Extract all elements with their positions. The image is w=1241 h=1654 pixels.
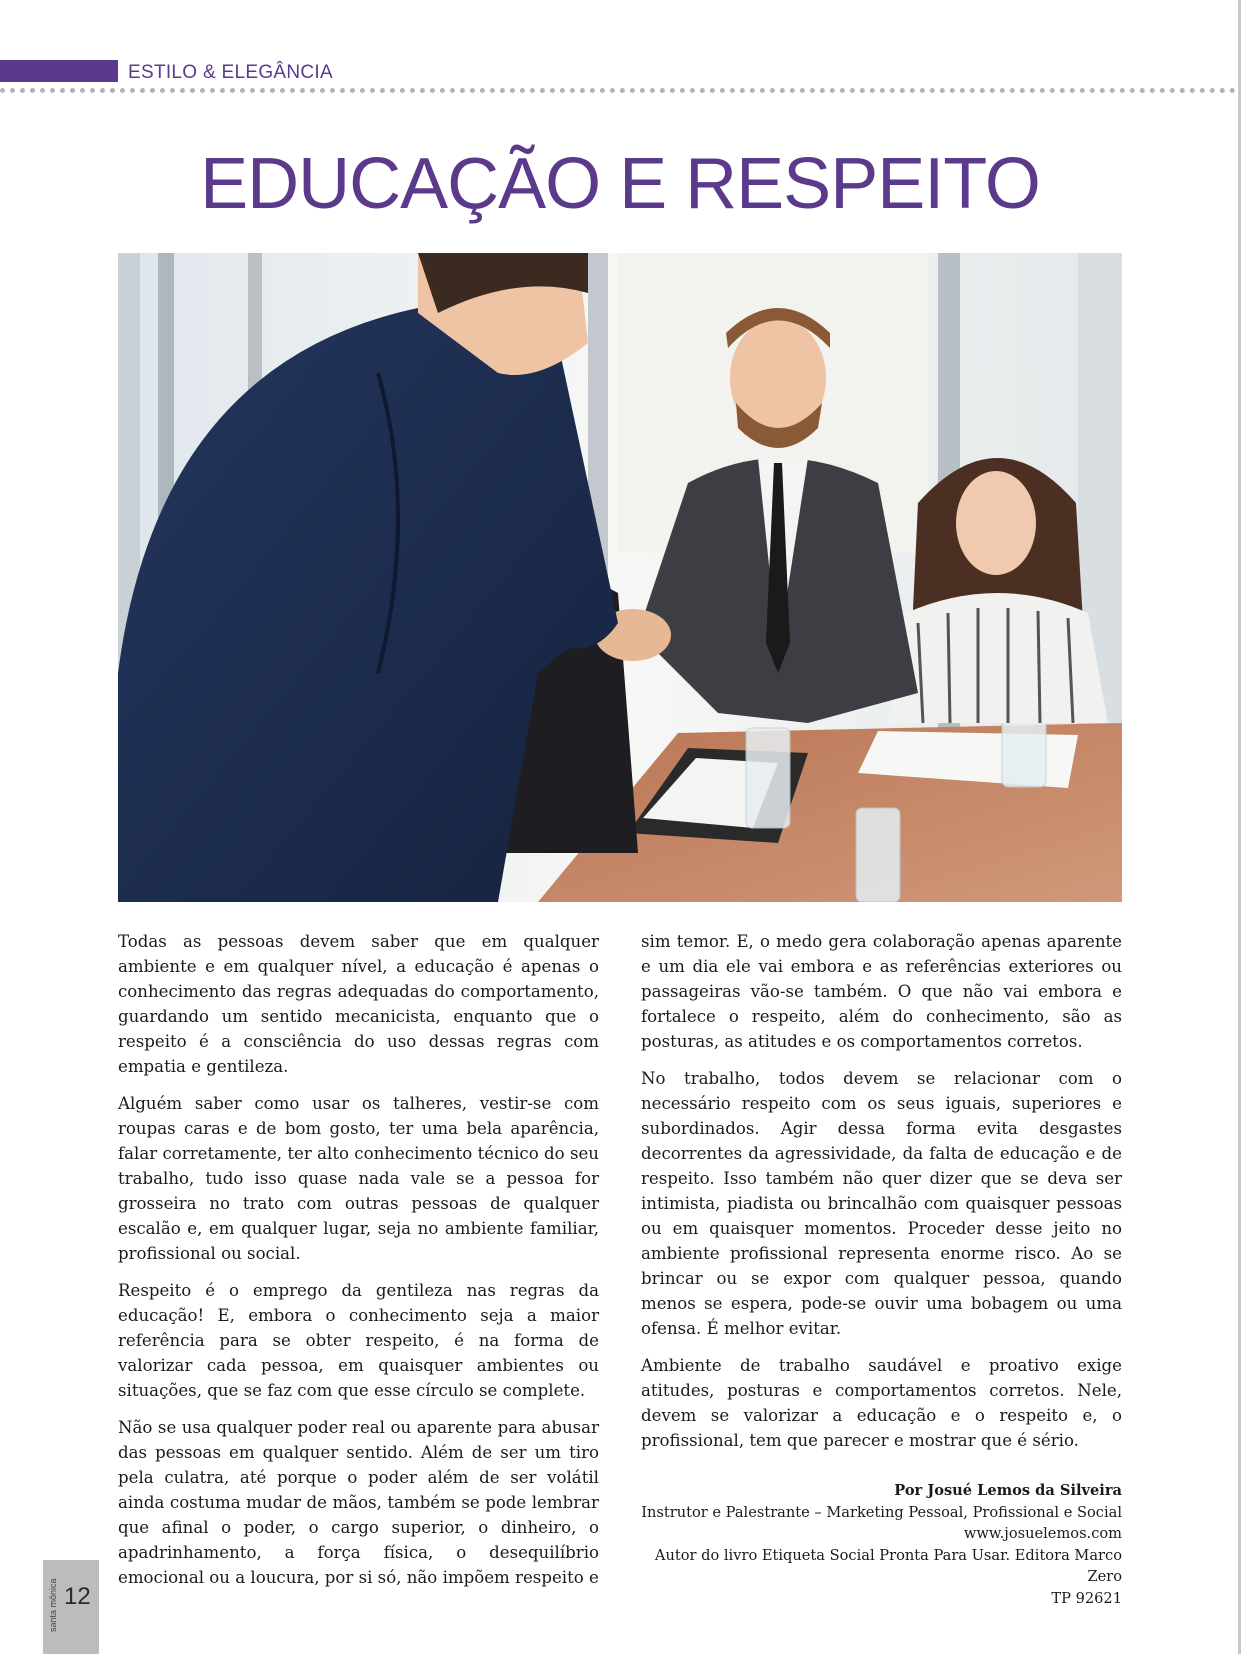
- article-photo: [118, 253, 1122, 902]
- author-byline: [641, 1480, 1122, 1609]
- author-website: www.josuelemos.com: [963, 1525, 1122, 1542]
- article-paragraph: Alguém saber como usar os talheres, vestir-se com roupas caras e de bom gosto, ter uma bela aparência, falar corretamente, ter alto conhecimento técnico do seu trabalho, tudo isso quase nada vale se a pessoa for grosseira no trato com outras pessoas de qualquer escalão e, em qualquer lugar, seja no ambiente familiar, profissional ou social.: [118, 1094, 599, 1263]
- article-paragraph: Respeito é o emprego da gentileza nas regras da educação! E, embora o conhecimento seja a maior referência para se obter respeito, é na forma de valorizar cada pessoa, em quaisquer ambientes ou situações, que se faz com que esse círculo se complete.: [118, 1281, 599, 1400]
- article-paragraph: Não se usa qualquer poder real ou aparente para abusar das pessoas em qualquer sentido. Além de ser um tiro pela culatra, até porque o poder além de ser volátil ainda costuma mudar de mãos, também se pode lembrar que afinal o poder, o cargo superior, o dinheiro, o apadrinhamento, a força física, o desequilíbrio emocional ou a loucura, por si só, não impõem respeito e: [118, 1418, 599, 1587]
- article-title: EDUCAÇÃO E RESPEITO: [200, 144, 1040, 224]
- article-column-right: [641, 929, 1122, 1465]
- author-role: Instrutor e Palestrante – Marketing Pessoal, Profissional e Social: [641, 1503, 1122, 1521]
- section-title: ESTILO & ELEGÂNCIA: [128, 62, 333, 83]
- magazine-name: santa mônica: [48, 1578, 58, 1632]
- article-paragraph: sim temor. E, o medo gera colaboração apenas aparente e um dia ele vai embora e as referências exteriores ou passageiras vão-se também. O que não vai embora e fortalece o respeito, além do conhecimento, são as posturas, as atitudes e os comportamentos corretos.: [641, 932, 1122, 1051]
- article-paragraph: Todas as pessoas devem saber que em qualquer ambiente e em qualquer nível, a educação é apenas o conhecimento das regras adequadas do comportamento, guardando um sentido mecanicista, enquanto que o respeito é a consciência do uso dessas regras com empatia e gentileza.: [118, 932, 599, 1076]
- author-code: TP 92621: [1051, 1589, 1122, 1607]
- article-column-left: [118, 929, 599, 1602]
- article-paragraph: No trabalho, todos devem se relacionar com o necessário respeito com os seus iguais, superiores e subordinados. Agir dessa forma evita desgastes decorrentes da agressividade, da falta de educação e de respeito. Isso também não quer dizer que se deva ser intimista, piadista ou brincalhão com quaisquer pessoas ou em quaisquer momentos. Proceder desse jeito no ambiente profissional representa enorme risco. Ao se brincar ou se expor com qualquer pessoa, quando menos se espera, pode-se ouvir uma bobagem ou uma ofensa. É melhor evitar.: [641, 1069, 1122, 1338]
- dotted-divider: [0, 88, 1236, 94]
- author-book: Autor do livro Etiqueta Social Pronta Para Usar. Editora Marco Zero: [654, 1546, 1122, 1585]
- article-paragraph: Ambiente de trabalho saudável e proativo exige atitudes, posturas e comportamentos corretos. Nele, devem se valorizar a educação e o respeito e, o profissional, tem que parecer e mostrar que é sério.: [641, 1356, 1122, 1450]
- author-name: Por Josué Lemos da Silveira: [894, 1482, 1122, 1499]
- page-number: 12: [64, 1583, 91, 1610]
- section-accent-bar: [0, 60, 118, 82]
